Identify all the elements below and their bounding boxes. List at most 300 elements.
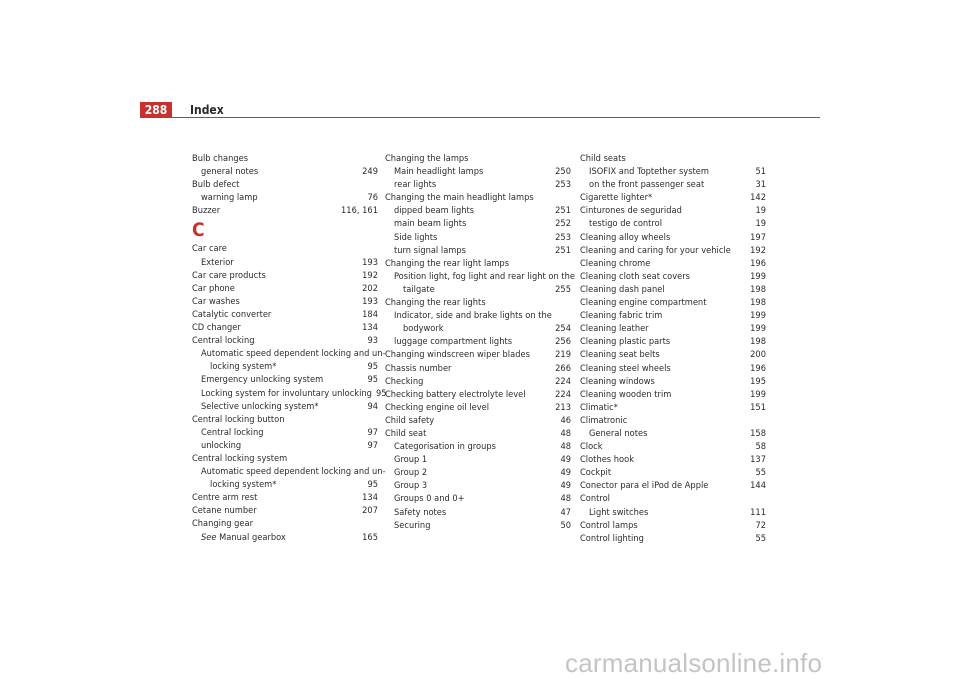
dot-leader	[260, 192, 366, 200]
dot-leader	[242, 296, 360, 304]
index-entry	[580, 479, 766, 492]
dot-leader	[650, 507, 748, 515]
dot-leader	[664, 310, 748, 318]
dot-leader	[651, 323, 749, 331]
index-entry-text: Checking battery electrolyte level	[385, 388, 526, 400]
index-entry-term	[192, 282, 235, 295]
dot-leader	[446, 323, 554, 331]
dot-leader	[498, 441, 559, 449]
index-entry	[192, 321, 378, 334]
index-entry-term	[210, 360, 276, 373]
index-entry-text: Checking engine oil level	[385, 401, 490, 413]
index-entry-page: 48	[560, 427, 571, 439]
index-entry-text: Cleaning engine compartment	[580, 297, 707, 309]
index-entry-text: Changing windscreen wiper blades	[385, 349, 530, 361]
index-entry	[580, 257, 766, 270]
dot-leader	[605, 441, 754, 449]
index-entry-text: Clock	[580, 441, 603, 453]
index-entry-page: 76	[367, 192, 378, 204]
index-entry	[385, 244, 571, 257]
index-entry-text: Cinturones de seguridad	[580, 205, 682, 217]
index-entry	[192, 387, 387, 400]
dot-leader	[237, 283, 360, 291]
index-entry-page: 253	[555, 231, 571, 243]
index-entry-term	[394, 165, 483, 178]
index-entry-page: 48	[560, 441, 571, 453]
index-entry-page: 46	[560, 414, 571, 426]
index-entry-page: 111	[750, 506, 766, 518]
dot-leader	[437, 284, 553, 292]
dot-leader	[491, 402, 553, 410]
index-entry-term	[580, 401, 618, 414]
dot-leader	[662, 349, 748, 357]
index-entry-term	[394, 217, 466, 230]
index-entry-page: 55	[755, 532, 766, 544]
index-entry-text: Clothes hook	[580, 454, 635, 466]
see-reference-label: See	[201, 531, 217, 543]
index-entry-term	[385, 348, 530, 361]
index-entry-text: Cleaning cloth seat covers	[580, 270, 690, 282]
dot-leader	[620, 402, 748, 410]
index-entry-text: Centre arm rest	[192, 492, 258, 504]
index-entry-page: 197	[750, 231, 766, 243]
index-heading: Position light, fog light and rear light on the	[394, 270, 576, 282]
index-entry-text: ISOFIX and Toptether system	[589, 166, 709, 178]
index-entry-term	[192, 308, 271, 321]
index-entry-term	[580, 519, 638, 532]
index-column-3	[580, 152, 766, 545]
index-entry	[385, 453, 571, 466]
index-entry-page: 195	[750, 375, 766, 387]
index-entry-text: Cleaning windows	[580, 375, 655, 387]
index-entry-term	[580, 322, 649, 335]
index-entry	[580, 440, 766, 453]
index-entry-text: Car care products	[192, 269, 266, 281]
index-entry-page: 151	[750, 401, 766, 413]
dot-leader	[268, 270, 360, 278]
page-header	[0, 0, 960, 130]
index-entry	[580, 335, 766, 348]
index-entry	[385, 335, 571, 348]
index-entry-text: Child safety	[385, 414, 435, 426]
dot-leader	[438, 179, 553, 187]
dot-leader	[243, 322, 360, 330]
index-entry	[580, 519, 766, 532]
index-heading: Changing the lamps	[385, 153, 469, 164]
index-entry-term	[394, 244, 466, 257]
index-entry-text: Climatic*	[580, 401, 618, 413]
index-entry-text: bodywork	[403, 323, 444, 335]
dot-leader	[485, 166, 553, 174]
index-entry-term	[580, 348, 660, 361]
index-entry	[385, 204, 571, 217]
index-entry-text: Light switches	[589, 506, 649, 518]
index-entry-term	[201, 165, 258, 178]
index-entry-page: 207	[362, 505, 378, 517]
index-heading: Bulb changes	[192, 153, 249, 164]
dot-leader	[476, 205, 553, 213]
index-entry-text: Cleaning steel wheels	[580, 362, 671, 374]
index-entry	[192, 191, 378, 204]
index-entry	[580, 466, 766, 479]
dot-leader	[514, 336, 553, 344]
index-entry-term	[580, 296, 706, 309]
index-entry	[385, 231, 571, 244]
index-entry-page: 266	[555, 362, 571, 374]
index-entry-page: 95	[367, 361, 378, 373]
index-heading: Central locking button	[192, 413, 285, 425]
dot-leader	[652, 258, 748, 266]
index-entry-page: 199	[750, 270, 766, 282]
index-entry-term	[394, 440, 496, 453]
index-entry	[385, 427, 571, 440]
index-entry-page: 199	[750, 323, 766, 335]
index-entry-text: Locking system for involuntary unlocking	[201, 387, 372, 399]
index-heading: Control	[580, 493, 610, 505]
index-heading: Changing the rear lights	[385, 297, 486, 309]
index-entry-term	[580, 532, 644, 545]
index-heading: Changing the rear light lamps	[385, 257, 510, 269]
index-entry-page: 249	[362, 166, 378, 178]
index-entry-text: Securing	[394, 519, 431, 531]
index-entry-term	[385, 427, 426, 440]
index-entry-term	[192, 321, 241, 334]
index-entry	[580, 532, 766, 545]
index-entry-page: 31	[755, 179, 766, 191]
index-entry	[192, 491, 378, 504]
index-entry-text: Cleaning leather	[580, 323, 649, 335]
index-entry-page: 142	[750, 192, 766, 204]
dot-leader	[468, 245, 553, 253]
index-entry	[192, 439, 378, 452]
index-entry-page: 198	[750, 283, 766, 295]
dot-leader	[710, 480, 748, 488]
index-entry-page: 184	[362, 308, 378, 320]
index-heading: Child seats	[580, 153, 626, 164]
index-entry-text: Exterior	[201, 256, 234, 268]
index-entry	[385, 492, 571, 505]
index-entry-text: Central locking	[192, 335, 255, 347]
index-entry-term	[192, 491, 257, 504]
index-entry-text: testigo de control	[589, 218, 663, 230]
dot-leader	[257, 335, 366, 343]
index-entry-text: on the front passenger seat	[589, 179, 705, 191]
index-heading: Indicator, side and brake lights on the	[394, 310, 552, 322]
index-entry	[385, 375, 571, 388]
index-entry	[192, 165, 378, 178]
dot-leader	[654, 192, 748, 200]
index-entry-term	[589, 178, 704, 191]
index-entry	[385, 401, 571, 414]
index-heading: Bulb defect	[192, 179, 240, 191]
index-entry-text: Groups 0 and 0+	[394, 493, 465, 505]
dot-leader	[646, 533, 754, 541]
index-entry	[385, 283, 571, 296]
index-entry-text: Cleaning plastic parts	[580, 336, 671, 348]
dot-leader	[708, 297, 748, 305]
index-entry	[580, 231, 766, 244]
index-entry-term	[192, 334, 255, 347]
dot-leader	[448, 507, 558, 515]
dot-leader	[429, 454, 558, 462]
index-entry-page: 224	[555, 375, 571, 387]
dot-leader	[266, 427, 366, 435]
index-entry	[580, 217, 766, 230]
index-entry-text: dipped beam lights	[394, 205, 475, 217]
index-entry-text: Checking	[385, 375, 424, 387]
index-entry	[192, 334, 378, 347]
index-entry-text: Cleaning fabric trim	[580, 310, 663, 322]
index-entry-page: 199	[750, 388, 766, 400]
index-entry-page: 165	[362, 531, 378, 543]
index-entry-term	[192, 269, 266, 282]
index-entry-text: Selective unlocking system*	[201, 400, 319, 412]
dot-leader	[259, 505, 361, 513]
index-entry-term	[210, 478, 276, 491]
watermark-text: carmanualsonline.info	[565, 648, 823, 678]
dot-leader	[672, 336, 748, 344]
index-entry-page: 251	[555, 244, 571, 256]
index-entry-text: luggage compartment lights	[394, 336, 513, 348]
index-entry-page: 134	[362, 492, 378, 504]
dot-leader	[439, 232, 553, 240]
index-entry-term	[580, 335, 670, 348]
index-entry-term	[580, 204, 682, 217]
index-entry-term	[394, 479, 427, 492]
index-entry	[192, 308, 378, 321]
index-column-1	[192, 152, 387, 544]
index-entry-page: 134	[362, 322, 378, 334]
dot-leader	[692, 271, 748, 279]
index-entry-page: 196	[750, 362, 766, 374]
dot-leader	[288, 532, 360, 540]
index-entry-text: Car washes	[192, 295, 240, 307]
index-entry	[580, 348, 766, 361]
index-entry	[192, 282, 378, 295]
index-entry	[580, 244, 766, 257]
index-heading: Central locking system	[192, 452, 288, 464]
index-entry-term	[589, 165, 709, 178]
index-entry	[192, 204, 378, 217]
index-entry-page: 48	[560, 493, 571, 505]
index-entry-term	[403, 283, 435, 296]
dot-leader	[733, 245, 748, 253]
index-entry-term	[580, 466, 611, 479]
index-entry-term	[580, 453, 634, 466]
dot-leader	[532, 349, 553, 357]
dot-leader	[664, 218, 753, 226]
index-entry-text: Safety notes	[394, 506, 447, 518]
index-entry-page: 252	[555, 218, 571, 230]
index-heading: Climatronic	[580, 414, 628, 426]
index-entry-text: rear lights	[394, 179, 437, 191]
index-entry-page: 116, 161	[341, 205, 378, 217]
index-entry-term	[385, 401, 489, 414]
dot-leader	[260, 166, 360, 174]
dot-leader	[453, 363, 553, 371]
index-entry	[192, 360, 378, 373]
index-entry-text: unlocking	[201, 439, 242, 451]
index-entry-text: Child seat	[385, 427, 427, 439]
index-entry-page: 72	[755, 519, 766, 531]
dot-leader	[528, 389, 554, 397]
index-entry	[580, 506, 766, 519]
index-entry-page: 250	[555, 166, 571, 178]
index-entry	[192, 531, 378, 544]
index-entry-term	[394, 492, 465, 505]
index-entry-term	[394, 204, 474, 217]
dot-leader	[273, 309, 360, 317]
index-entry-page: 19	[755, 218, 766, 230]
index-entry-page: 213	[555, 401, 571, 413]
index-entry	[192, 256, 378, 269]
dot-leader	[467, 493, 559, 501]
index-entry	[580, 453, 766, 466]
index-entry	[385, 466, 571, 479]
dot-leader	[673, 389, 748, 397]
index-entry	[192, 400, 378, 413]
page-title: Index	[190, 103, 224, 117]
index-entry-term	[580, 388, 671, 401]
index-entry-text: Cleaning and caring for your vehicle	[580, 244, 731, 256]
index-entry-text: locking system*	[210, 479, 277, 491]
dot-leader	[243, 440, 365, 448]
dot-leader	[429, 467, 558, 475]
dot-leader	[428, 428, 558, 436]
index-entry-text: Catalytic converter	[192, 308, 272, 320]
index-entry-term	[394, 519, 430, 532]
index-entry-page: 94	[367, 400, 378, 412]
index-entry-term	[580, 283, 665, 296]
index-entry-page: 93	[367, 335, 378, 347]
index-entry-term	[385, 414, 434, 427]
dot-leader	[321, 401, 366, 409]
index-entry	[385, 165, 571, 178]
index-entry-page: 95	[367, 374, 378, 386]
index-entry-text: Manual gearbox	[219, 531, 286, 543]
index-entry-text: Central locking	[201, 426, 264, 438]
dot-leader	[649, 428, 748, 436]
index-entry-page: 144	[750, 480, 766, 492]
index-entry-page: 49	[560, 467, 571, 479]
index-entry-text: Cleaning alloy wheels	[580, 231, 671, 243]
index-entry-page: 256	[555, 336, 571, 348]
index-entry	[385, 348, 571, 361]
index-entry	[580, 270, 766, 283]
dot-leader	[636, 454, 748, 462]
index-entry	[580, 309, 766, 322]
index-entry-text: Car phone	[192, 282, 235, 294]
index-entry-term	[394, 453, 427, 466]
index-entry-term	[580, 270, 690, 283]
index-entry-term	[589, 427, 647, 440]
index-entry-term	[589, 506, 648, 519]
dot-leader	[711, 166, 753, 174]
index-entry-text: Conector para el iPod de Apple	[580, 480, 709, 492]
index-entry	[385, 479, 571, 492]
index-entry	[192, 504, 378, 517]
index-entry-term	[580, 309, 662, 322]
index-entry	[385, 362, 571, 375]
index-entry-term	[394, 466, 427, 479]
dot-leader	[222, 205, 339, 213]
dot-leader	[278, 479, 365, 487]
index-entry	[192, 269, 378, 282]
dot-leader	[325, 374, 365, 382]
index-entry-term	[394, 231, 437, 244]
index-heading: Changing gear	[192, 518, 254, 530]
index-entry-term	[201, 439, 241, 452]
index-entry-term	[580, 231, 670, 244]
index-entry	[580, 178, 766, 191]
dot-leader	[432, 520, 558, 528]
index-entry	[385, 440, 571, 453]
index-entry	[385, 217, 571, 230]
dot-leader	[673, 363, 748, 371]
dot-leader	[706, 179, 753, 187]
index-entry-page: 254	[555, 323, 571, 335]
index-entry-text: Cigarette lighter*	[580, 192, 653, 204]
index-entry-text: Group 1	[394, 454, 428, 466]
index-entry-page: 255	[555, 283, 571, 295]
index-entry-term	[580, 479, 708, 492]
index-entry-page: 196	[750, 257, 766, 269]
index-entry-page: 97	[367, 439, 378, 451]
index-entry	[580, 322, 766, 335]
index-entry-term	[192, 295, 240, 308]
index-entry-page: 58	[755, 441, 766, 453]
index-entry-text: warning lamp	[201, 192, 258, 204]
index-entry-text: Group 2	[394, 467, 428, 479]
index-entry	[385, 414, 571, 427]
index-entry-page: 224	[555, 388, 571, 400]
index-entry-page: 95	[375, 387, 387, 399]
index-entry-page: 253	[555, 179, 571, 191]
index-entry-term	[580, 257, 650, 270]
index-entry	[385, 388, 571, 401]
index-heading: Automatic speed dependent locking and un-	[201, 348, 386, 360]
index-entry-page: 193	[362, 295, 378, 307]
index-entry-term	[201, 387, 372, 400]
index-entry-term	[394, 506, 446, 519]
index-entry-term	[201, 256, 234, 269]
index-entry-page: 198	[750, 336, 766, 348]
index-entry-page: 55	[755, 467, 766, 479]
page-number-badge: 288	[140, 102, 172, 118]
index-entry-term	[201, 426, 264, 439]
index-heading: Automatic speed dependent locking and un-	[201, 466, 386, 478]
index-entry-text: Cleaning chrome	[580, 257, 651, 269]
index-entry	[580, 375, 766, 388]
index-entry-text: Categorisation in groups	[394, 441, 496, 453]
dot-leader	[667, 284, 748, 292]
index-entry-page: 193	[362, 256, 378, 268]
dot-leader	[429, 480, 558, 488]
dot-leader	[684, 205, 754, 213]
index-entry-text: turn signal lamps	[394, 244, 466, 256]
index-entry	[580, 362, 766, 375]
index-entry-term	[580, 375, 655, 388]
index-entry-term	[403, 322, 444, 335]
index-entry	[580, 191, 766, 204]
dot-leader	[657, 376, 748, 384]
index-heading: Car care	[192, 243, 227, 255]
dot-leader	[425, 376, 553, 384]
index-entry	[385, 178, 571, 191]
index-entry-term	[385, 375, 423, 388]
index-section-letter: C	[192, 219, 205, 242]
index-entry-term	[394, 335, 512, 348]
